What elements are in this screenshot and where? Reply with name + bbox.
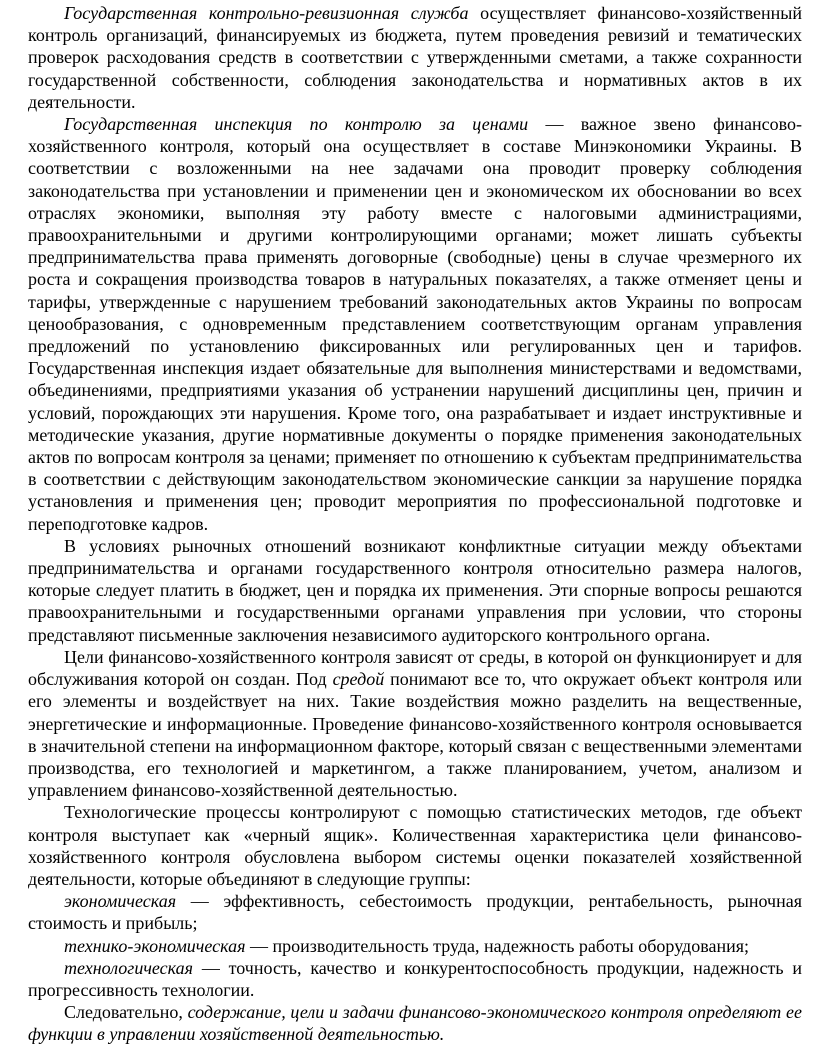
- term-price-inspection: Государственная инспекция по контролю за ценами: [64, 114, 529, 135]
- paragraph-text: понимают все то, что окружает объект контроля или его элементы и воздействует на них. Такие воздействия можно разделить на вещественные, энергетические и информационные. Проведение финансово-хозяйственного контроля основывается в значительной степени на информационном факторе, который связан с вещественными элементами производства, его технологией и маркетингом, а также планированием, учетом, анализом и управлением финансово-хозяйственной деятельностью.: [28, 669, 802, 801]
- term-technical-economic: технико-экономическая: [64, 935, 246, 956]
- paragraph-control-goals: [28, 646, 802, 801]
- term-environment: средой: [332, 669, 385, 690]
- term-control-revision-service: Государственная контрольно-ревизионная служба: [64, 3, 469, 23]
- paragraph-text: — важное звено финансово-хозяйственного контроля, который она осуществляет в составе Минэкономики Украины. В соответствии с возложенными на нее задачами она проводит проверку соблюдения законодательства при установлении и применении цен и экономическом их обосновании во всех отраслях экономики, выполняя эту работу вместе с налоговыми администрациями, правоохранительными и другими контролирующими органами; может лишать субъекты предпринимательства права применять договорные (свободные) цены в случае чрезмерного их роста и сокращения производства товаров в натуральных показателях, а также отменяет цены и тарифы, утвержденные с нарушением требований законодательных актов Украины по вопросам ценообразования, с одновременным представлением соответствующим органам управления предложений по установлению фиксированных или регулированных цен и тарифов. Государственная инспекция издает обязательные для выполнения министерствами и ведомствами, объединениями, предприятиями указания об устранении нарушений дисциплины цен, причин и условий, порождающих эти нарушения. Кроме того, она разрабатывает и издает инструктивные и методические указания, другие нормативные документы о порядке применения законодательных актов по вопросам контроля за ценами; применяет по отношению к субъектам предпринимательства в соответствии с действующим законодательством экономические санкции за нарушение порядка установления и применения цен; проводит мероприятия по профессиональной подготовке и переподготовке кадров.: [28, 114, 802, 534]
- term-economic: экономическая: [64, 891, 177, 912]
- list-item-economic: [28, 890, 802, 934]
- paragraph-price-inspection: [28, 113, 802, 535]
- paragraph-text: В условиях рыночных отношений возникают конфликтные ситуации между объектами предпринимательства и органами государственного контроля относительно размера налогов, которые следует платить в бюджет, цен и порядка их применения. Эти спорные вопросы решаются правоохранительными и государственными органами управления при условии, что стороны представляют письменные заключения независимого аудиторского контрольного органа.: [28, 535, 802, 645]
- term-technological: технологическая: [64, 957, 193, 978]
- list-item-technological: [28, 957, 802, 1001]
- list-item-technical-economic: [28, 935, 802, 957]
- paragraph-text: — точность, качество и конкурентоспособность продукции, надежность и прогрессивность технологии.: [28, 957, 802, 1000]
- conclusion-emphasis: содержание, цели и задачи финансово-экономического контроля определяют ее функции в управлении хозяйственной деятельностью.: [28, 1002, 802, 1045]
- paragraph-text: — производительность труда, надежность работы оборудования;: [245, 935, 750, 956]
- paragraph-conclusion: [28, 1001, 802, 1045]
- paragraph-text: Следовательно,: [64, 1002, 188, 1023]
- paragraph-text: Технологические процессы контролируют с помощью статистических методов, где объект контроля выступает как «черный ящик». Количественная характеристика цели финансово-хозяйственного контроля обусловлена выбором системы оценки показателей хозяйственной деятельности, которые объединяют в следующие группы:: [28, 802, 802, 889]
- paragraph-technological-processes: [28, 801, 802, 890]
- paragraph-text: Цели финансово-хозяйственного контроля зависят от среды, в которой он функционирует и для обслуживания которой он создан. Под: [28, 646, 802, 690]
- paragraph-text: — эффективность, себестоимость продукции, рентабельность, рыночная стоимость и прибыль;: [28, 891, 802, 934]
- paragraph-market-conflicts: [28, 535, 802, 646]
- paragraph-text: осуществляет финансово-хозяйственный контроль организаций, финансируемых из бюджета, путем проведения ревизий и тематических проверок расходования средств в соответствии с утвержденными сметами, а также сохранности государственной собственности, соблюдения законодательства и нормативных актов в их деятельности.: [28, 3, 802, 112]
- paragraph-control-revision-service: [28, 2, 802, 113]
